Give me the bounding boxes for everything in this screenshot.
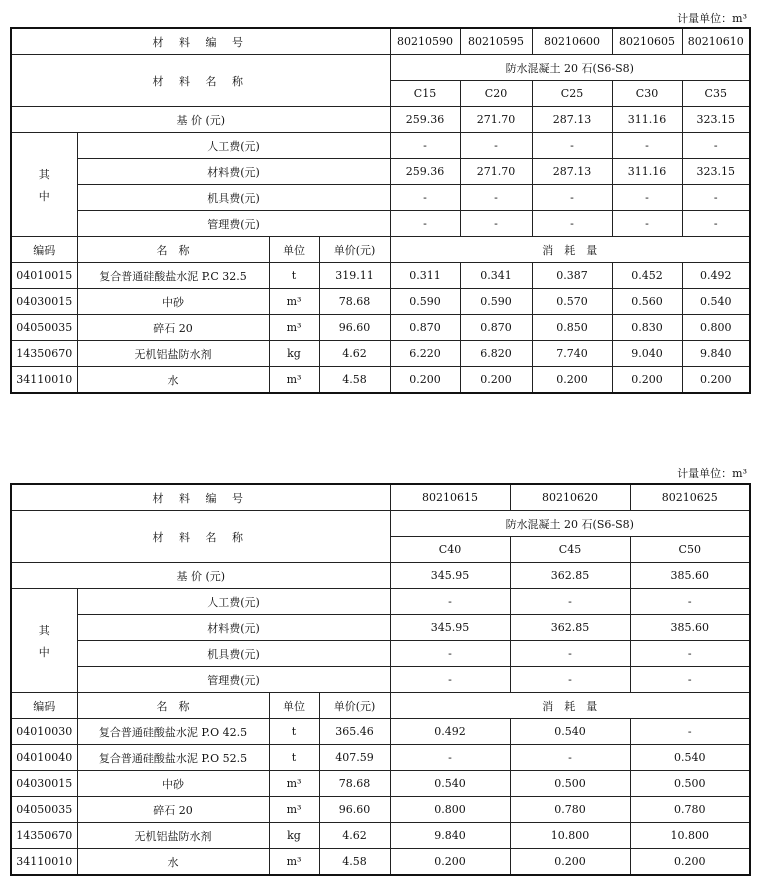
item-consumption: 0.780 <box>510 797 630 823</box>
item-consumption: 9.840 <box>682 341 750 367</box>
col-unit-header: 单位 <box>269 237 319 263</box>
table-row <box>11 771 750 797</box>
item-consumption: 0.200 <box>510 849 630 876</box>
base-price-label: 基 价 (元) <box>11 107 390 133</box>
item-consumption: 0.540 <box>682 289 750 315</box>
item-unit: t <box>269 263 319 289</box>
item-consumption: 0.570 <box>532 289 612 315</box>
item-price: 4.62 <box>319 823 390 849</box>
item-code: 04030015 <box>11 771 77 797</box>
table-row <box>11 797 750 823</box>
base-price: 323.15 <box>682 107 750 133</box>
management-cost-label: 管理费(元) <box>77 211 390 237</box>
item-code: 14350670 <box>11 823 77 849</box>
machinery-cost: - <box>510 641 630 667</box>
machinery-cost: - <box>390 185 460 211</box>
concrete-grade: C15 <box>390 81 460 107</box>
item-code: 34110010 <box>11 367 77 394</box>
item-code: 04010030 <box>11 719 77 745</box>
base-price: 271.70 <box>460 107 532 133</box>
material-code: 80210625 <box>630 484 750 511</box>
item-consumption: 0.500 <box>630 771 750 797</box>
item-consumption: - <box>390 745 510 771</box>
item-consumption: 0.200 <box>460 367 532 394</box>
item-consumption: 10.800 <box>510 823 630 849</box>
item-unit: kg <box>269 341 319 367</box>
material-cost: 345.95 <box>390 615 510 641</box>
item-consumption: 0.200 <box>532 367 612 394</box>
base-price: 259.36 <box>390 107 460 133</box>
item-unit: m³ <box>269 315 319 341</box>
item-price: 96.60 <box>319 797 390 823</box>
material-code-label: 材 料 编 号 <box>11 28 390 55</box>
material-cost: 287.13 <box>532 159 612 185</box>
material-cost-label: 材料费(元) <box>77 615 390 641</box>
material-name: 防水混凝土 20 石(S6-S8) <box>390 511 750 537</box>
item-consumption: 9.840 <box>390 823 510 849</box>
machinery-cost: - <box>390 641 510 667</box>
item-consumption: 0.800 <box>682 315 750 341</box>
item-price: 4.62 <box>319 341 390 367</box>
col-unit-header: 单位 <box>269 693 319 719</box>
material-code: 80210615 <box>390 484 510 511</box>
item-price: 407.59 <box>319 745 390 771</box>
item-unit: t <box>269 745 319 771</box>
labor-cost: - <box>460 133 532 159</box>
item-name: 复合普通硅酸盐水泥 P.O 52.5 <box>77 745 269 771</box>
item-consumption: 0.200 <box>390 849 510 876</box>
material-name-label: 材 料 名 称 <box>11 511 390 563</box>
material-code: 80210590 <box>390 28 460 55</box>
material-cost: 271.70 <box>460 159 532 185</box>
material-code: 80210605 <box>612 28 682 55</box>
machinery-cost: - <box>630 641 750 667</box>
material-cost: 323.15 <box>682 159 750 185</box>
item-price: 78.68 <box>319 289 390 315</box>
concrete-grade: C20 <box>460 81 532 107</box>
material-name-label: 材 料 名 称 <box>11 55 390 107</box>
management-cost: - <box>460 211 532 237</box>
table-row <box>11 367 750 394</box>
item-unit: t <box>269 719 319 745</box>
item-unit: m³ <box>269 289 319 315</box>
item-unit: m³ <box>269 771 319 797</box>
item-consumption: 0.540 <box>390 771 510 797</box>
management-cost: - <box>612 211 682 237</box>
table-row <box>11 745 750 771</box>
item-code: 34110010 <box>11 849 77 876</box>
item-price: 365.46 <box>319 719 390 745</box>
item-unit: m³ <box>269 849 319 876</box>
col-consumption-header: 消 耗 量 <box>390 693 750 719</box>
col-consumption-header: 消 耗 量 <box>390 237 750 263</box>
item-name: 水 <box>77 849 269 876</box>
item-consumption: 0.870 <box>390 315 460 341</box>
machinery-cost: - <box>532 185 612 211</box>
material-cost: 385.60 <box>630 615 750 641</box>
item-consumption: 0.200 <box>682 367 750 394</box>
unit-label-1: 计量单位：m³ <box>677 12 747 25</box>
machinery-cost: - <box>612 185 682 211</box>
item-code: 04050035 <box>11 315 77 341</box>
table-row <box>11 289 750 315</box>
item-name: 水 <box>77 367 269 394</box>
col-code-header: 编码 <box>11 237 77 263</box>
item-consumption: 0.492 <box>682 263 750 289</box>
material-code: 80210600 <box>532 28 612 55</box>
item-unit: m³ <box>269 797 319 823</box>
base-price-label: 基 价 (元) <box>11 563 390 589</box>
labor-cost: - <box>390 589 510 615</box>
item-name: 复合普通硅酸盐水泥 P.O 42.5 <box>77 719 269 745</box>
table-row <box>11 315 750 341</box>
table-row <box>11 823 750 849</box>
management-cost: - <box>390 667 510 693</box>
item-code: 04050035 <box>11 797 77 823</box>
machinery-cost-label: 机具费(元) <box>77 641 390 667</box>
labor-cost-label: 人工费(元) <box>77 589 390 615</box>
management-cost: - <box>510 667 630 693</box>
of-which-char-1: 其 <box>38 623 50 637</box>
item-consumption: 0.850 <box>532 315 612 341</box>
table-row <box>11 849 750 876</box>
item-consumption: 6.220 <box>390 341 460 367</box>
item-unit: m³ <box>269 367 319 394</box>
table-row <box>11 263 750 289</box>
item-consumption: 0.560 <box>612 289 682 315</box>
labor-cost: - <box>612 133 682 159</box>
management-cost-label: 管理费(元) <box>77 667 390 693</box>
item-consumption: 0.341 <box>460 263 532 289</box>
item-consumption: 0.870 <box>460 315 532 341</box>
item-consumption: 0.500 <box>510 771 630 797</box>
item-consumption: 0.311 <box>390 263 460 289</box>
management-cost: - <box>682 211 750 237</box>
management-cost: - <box>630 667 750 693</box>
material-code: 80210620 <box>510 484 630 511</box>
base-price: 311.16 <box>612 107 682 133</box>
concrete-grade: C50 <box>630 537 750 563</box>
item-consumption: 0.780 <box>630 797 750 823</box>
material-code: 80210595 <box>460 28 532 55</box>
col-name-header: 名 称 <box>77 237 269 263</box>
item-name: 中砂 <box>77 289 269 315</box>
item-consumption: 0.387 <box>532 263 612 289</box>
item-consumption: 0.200 <box>630 849 750 876</box>
item-consumption: 10.800 <box>630 823 750 849</box>
machinery-cost: - <box>682 185 750 211</box>
table-row <box>11 719 750 745</box>
labor-cost: - <box>630 589 750 615</box>
of-which-label <box>11 133 77 237</box>
item-price: 78.68 <box>319 771 390 797</box>
material-cost: 362.85 <box>510 615 630 641</box>
item-price: 4.58 <box>319 367 390 394</box>
base-price: 362.85 <box>510 563 630 589</box>
of-which-label <box>11 589 77 693</box>
table-row <box>11 341 750 367</box>
quota-table-2 <box>10 483 751 876</box>
item-price: 4.58 <box>319 849 390 876</box>
of-which-char-2: 中 <box>38 189 50 203</box>
base-price: 385.60 <box>630 563 750 589</box>
item-consumption: 0.800 <box>390 797 510 823</box>
concrete-grade: C35 <box>682 81 750 107</box>
material-cost: 259.36 <box>390 159 460 185</box>
item-consumption: 0.590 <box>460 289 532 315</box>
item-price: 319.11 <box>319 263 390 289</box>
material-code-label: 材 料 编 号 <box>11 484 390 511</box>
concrete-grade: C30 <box>612 81 682 107</box>
item-consumption: 9.040 <box>612 341 682 367</box>
item-name: 复合普通硅酸盐水泥 P.C 32.5 <box>77 263 269 289</box>
machinery-cost-label: 机具费(元) <box>77 185 390 211</box>
item-name: 碎石 20 <box>77 797 269 823</box>
item-code: 14350670 <box>11 341 77 367</box>
item-consumption: 7.740 <box>532 341 612 367</box>
base-price: 287.13 <box>532 107 612 133</box>
item-consumption: 6.820 <box>460 341 532 367</box>
base-price: 345.95 <box>390 563 510 589</box>
unit-label-2: 计量单位：m³ <box>677 467 747 480</box>
concrete-grade: C45 <box>510 537 630 563</box>
labor-cost: - <box>390 133 460 159</box>
col-price-header: 单价(元) <box>319 237 390 263</box>
management-cost: - <box>532 211 612 237</box>
of-which-char-1: 其 <box>38 167 50 181</box>
item-name: 无机铝盐防水剂 <box>77 341 269 367</box>
item-consumption: - <box>510 745 630 771</box>
management-cost: - <box>390 211 460 237</box>
item-consumption: 0.540 <box>510 719 630 745</box>
item-consumption: - <box>630 719 750 745</box>
material-name: 防水混凝土 20 石(S6-S8) <box>390 55 750 81</box>
material-code: 80210610 <box>682 28 750 55</box>
item-consumption: 0.200 <box>390 367 460 394</box>
material-cost: 311.16 <box>612 159 682 185</box>
item-name: 无机铝盐防水剂 <box>77 823 269 849</box>
concrete-grade: C40 <box>390 537 510 563</box>
labor-cost-label: 人工费(元) <box>77 133 390 159</box>
labor-cost: - <box>532 133 612 159</box>
machinery-cost: - <box>460 185 532 211</box>
item-code: 04030015 <box>11 289 77 315</box>
concrete-grade: C25 <box>532 81 612 107</box>
item-consumption: 0.492 <box>390 719 510 745</box>
item-consumption: 0.590 <box>390 289 460 315</box>
quota-table-1 <box>10 27 751 394</box>
item-code: 04010015 <box>11 263 77 289</box>
item-consumption: 0.200 <box>612 367 682 394</box>
col-price-header: 单价(元) <box>319 693 390 719</box>
labor-cost: - <box>682 133 750 159</box>
col-name-header: 名 称 <box>77 693 269 719</box>
item-name: 碎石 20 <box>77 315 269 341</box>
item-name: 中砂 <box>77 771 269 797</box>
material-cost-label: 材料费(元) <box>77 159 390 185</box>
item-consumption: 0.452 <box>612 263 682 289</box>
of-which-char-2: 中 <box>38 645 50 659</box>
item-unit: kg <box>269 823 319 849</box>
item-code: 04010040 <box>11 745 77 771</box>
item-price: 96.60 <box>319 315 390 341</box>
col-code-header: 编码 <box>11 693 77 719</box>
labor-cost: - <box>510 589 630 615</box>
item-consumption: 0.830 <box>612 315 682 341</box>
item-consumption: 0.540 <box>630 745 750 771</box>
